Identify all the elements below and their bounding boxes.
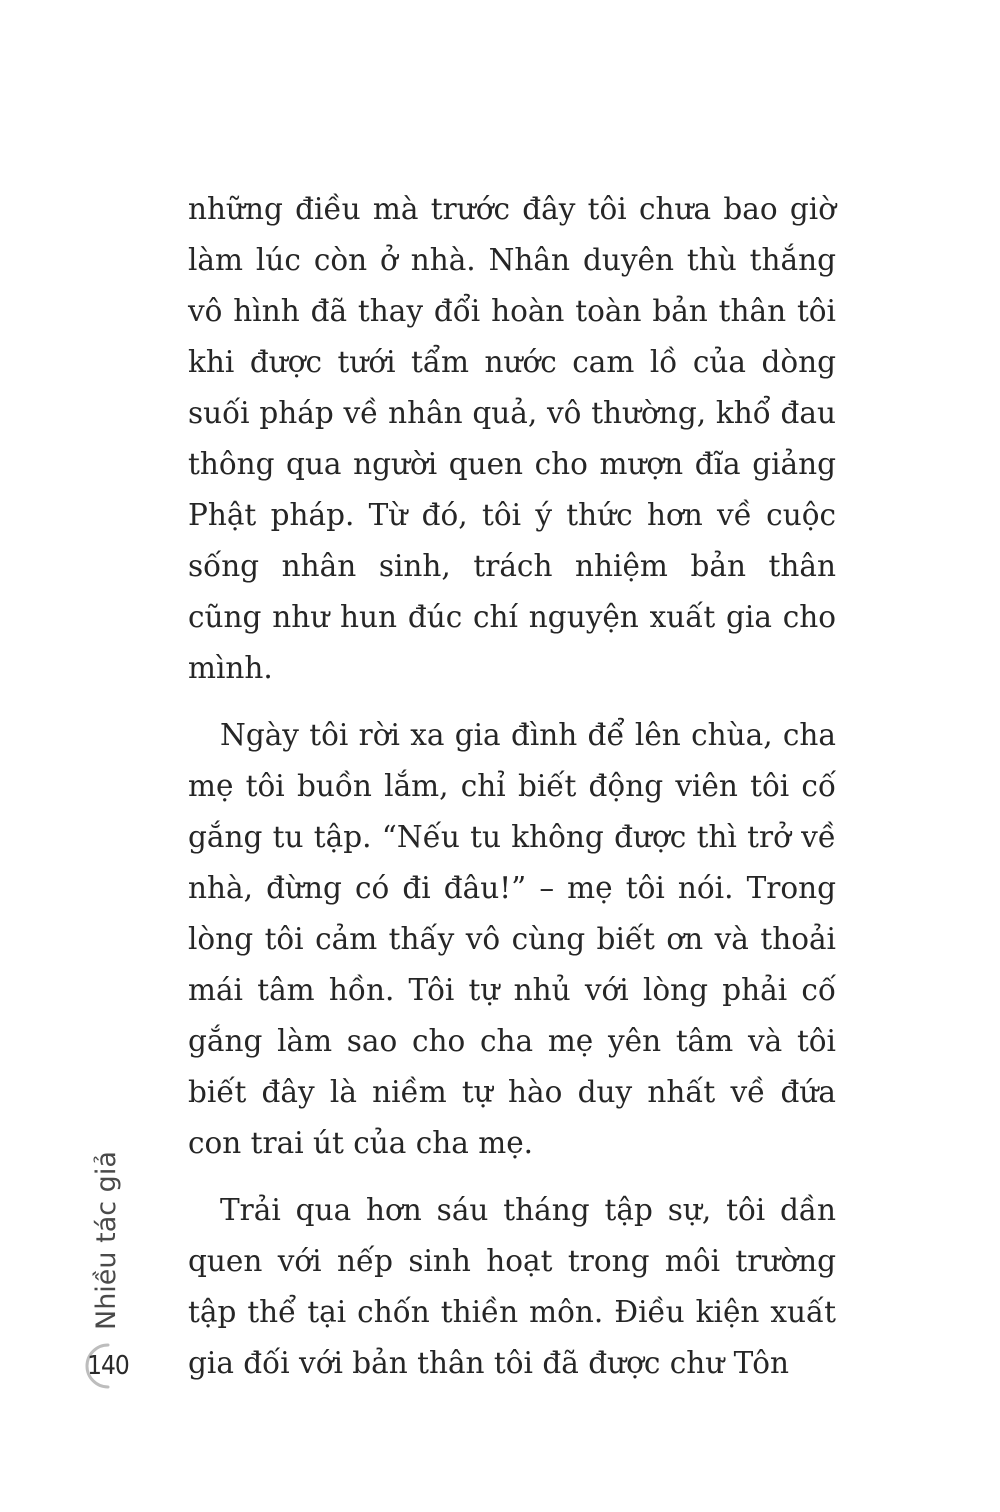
page-number-badge bbox=[84, 1342, 132, 1390]
paragraph-2: Ngày tôi rời xa gia đình để lên chùa, cha mẹ tôi buồn lắm, chỉ biết động viên tôi cố gắng tu tập. “Nếu tu không được thì trở về nhà, đừng có đi đâu!” – mẹ tôi nói. Trong lòng tôi cảm thấy vô cùng biết ơn và thoải mái tâm hồn. Tôi tự nhủ với lòng phải cố gắng làm sao cho cha mẹ yên tâm và tôi biết đây là niềm tự hào duy nhất về đứa con trai út của cha mẹ. bbox=[188, 718, 836, 1160]
running-header bbox=[90, 1150, 130, 1330]
page-number: 140 bbox=[87, 1351, 129, 1381]
author-label: Nhiều tác giả bbox=[91, 1151, 122, 1330]
paragraph-3: Trải qua hơn sáu tháng tập sự, tôi dần quen với nếp sinh hoạt trong môi trường tập thể tại chốn thiền môn. Điều kiện xuất gia đối với bản thân tôi đã được chư Tôn bbox=[188, 1193, 836, 1380]
body-text bbox=[188, 184, 836, 1405]
paragraph-1: những điều mà trước đây tôi chưa bao giờ làm lúc còn ở nhà. Nhân duyên thù thắng vô hình đã thay đổi hoàn toàn bản thân tôi khi được tưới tẩm nước cam lồ của dòng suối pháp về nhân quả, vô thường, khổ đau thông qua người quen cho mượn đĩa giảng Phật pháp. Từ đó, tôi ý thức hơn về cuộc sống nhân sinh, trách nhiệm bản thân cũng như hun đúc chí nguyện xuất gia cho mình. bbox=[188, 192, 836, 685]
